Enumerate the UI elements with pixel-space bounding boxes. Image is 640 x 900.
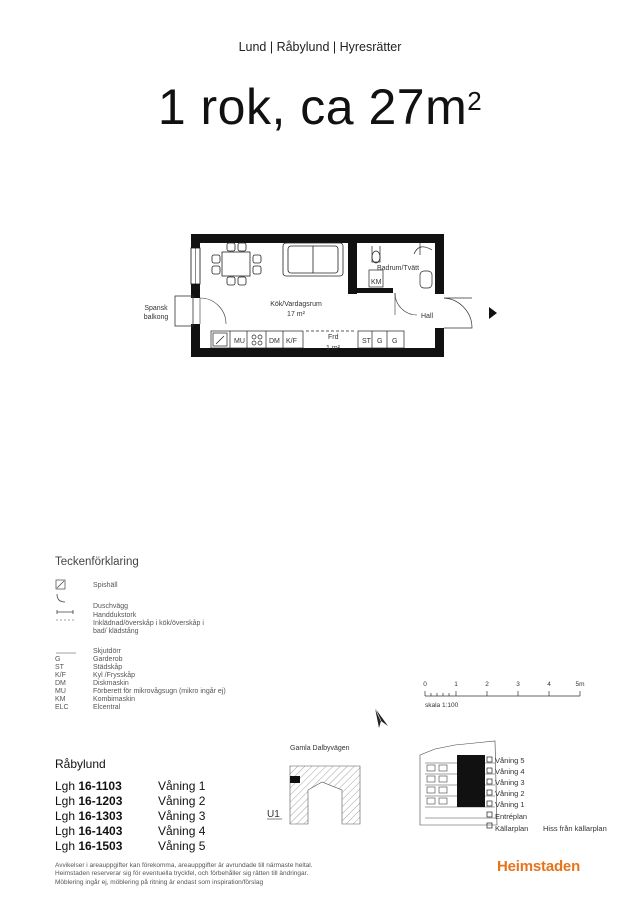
scale-tick-label: 5m	[575, 681, 585, 688]
legend-symbols	[55, 576, 85, 656]
unit-row: Lgh 16-1403 Våning 4	[55, 824, 206, 838]
storage-cabinets	[306, 331, 404, 348]
section-unit-highlight	[457, 755, 485, 807]
window-left	[191, 248, 200, 284]
elevator-note: Hiss från källarplan	[543, 824, 607, 833]
unit-row: Lgh 16-1303 Våning 3	[55, 809, 206, 823]
label-balcony-1: Spansk	[144, 305, 168, 312]
room-main-name: Kök/Vardagsrum	[270, 301, 322, 308]
disclaimer	[55, 862, 395, 887]
sofa	[283, 243, 343, 276]
label-g-2: G	[392, 338, 398, 345]
label-dm: DM	[269, 338, 280, 345]
room-main-area: 17 m²	[287, 311, 305, 318]
balcony-outline	[175, 296, 193, 326]
dining-table	[212, 243, 261, 285]
unit-row: Lgh 16-1203 Våning 2	[55, 794, 206, 808]
label-st: ST	[362, 338, 371, 345]
unit-row: Lgh 16-1503 Våning 5	[55, 839, 206, 853]
section-floor-label: Våning 5	[495, 756, 525, 765]
label-frd-area: 1 m²	[326, 345, 340, 352]
scale-tick-label: 3	[516, 681, 520, 688]
balcony-door-swing	[200, 298, 226, 324]
headline-superscript: 2	[467, 86, 483, 117]
heimstaden-logo: Heimstaden	[497, 858, 581, 875]
bathroom-door-swing	[395, 293, 417, 315]
floor-plan-walls	[191, 234, 444, 357]
entrance-arrow-icon	[489, 307, 497, 319]
location-breadcrumb: Lund | Råbylund | Hyresrätter	[238, 40, 402, 54]
section-floor-label: Våning 4	[495, 767, 525, 776]
site-unit-marker	[290, 776, 300, 783]
disclaimer-line: Heimstaden reserverar sig för eventuella tryckfel, och förbehåller sig rätten till ändringar.	[55, 870, 309, 878]
street-label: Gamla Dalbyvägen	[290, 745, 350, 752]
label-balcony-2: balkong	[143, 314, 169, 321]
scale-tick-label: 2	[485, 681, 489, 688]
section-floor-label: Våning 1	[495, 800, 525, 809]
balcony-door-gap	[191, 298, 200, 324]
scale-bar	[415, 674, 605, 714]
label-mu: MU	[234, 338, 245, 345]
north-arrow-icon	[372, 706, 392, 730]
label-g-1: G	[377, 338, 383, 345]
section-floor-label: Källarplan	[495, 824, 529, 833]
section-floor-label: Våning 2	[495, 789, 525, 798]
section-floor-label: Våning 3	[495, 778, 525, 787]
headline-text: 1 rok, ca 27m	[157, 79, 468, 135]
label-kf: K/F	[286, 338, 297, 345]
scale-tick-label: 0	[423, 681, 427, 688]
legend-shower-icon	[57, 594, 65, 602]
label-km: KM	[371, 279, 382, 286]
disclaimer-line: Möblering ingår ej, möblering på ritning är endast som inspiration/förslag	[55, 878, 264, 886]
legend-title: Teckenförklaring	[55, 556, 139, 568]
label-frd: Frd	[328, 334, 339, 341]
room-bath-name: Badrum/Tvätt	[377, 265, 420, 272]
unit-row: Lgh 16-1103 Våning 1	[55, 779, 206, 793]
legend-hob-icon	[56, 580, 65, 589]
scale-label: skala 1:100	[425, 702, 459, 709]
scale-tick-label: 4	[547, 681, 551, 688]
site-building-outline	[290, 766, 360, 824]
building-section	[415, 735, 635, 837]
scale-tick-label: 1	[454, 681, 458, 688]
units-title: Råbylund	[55, 757, 106, 771]
section-floor-label: Entréplan	[495, 812, 528, 821]
disclaimer-line: Avvikelser i areauppgifter kan förekomma, areauppgifter är avrundade till närmaste heltal.	[55, 862, 313, 869]
site-plan	[262, 738, 390, 838]
entrance-door-swing	[444, 298, 472, 328]
legend-towel-icon	[57, 610, 73, 614]
building-label: U1	[267, 809, 280, 820]
label-hall: Hall	[421, 313, 434, 320]
